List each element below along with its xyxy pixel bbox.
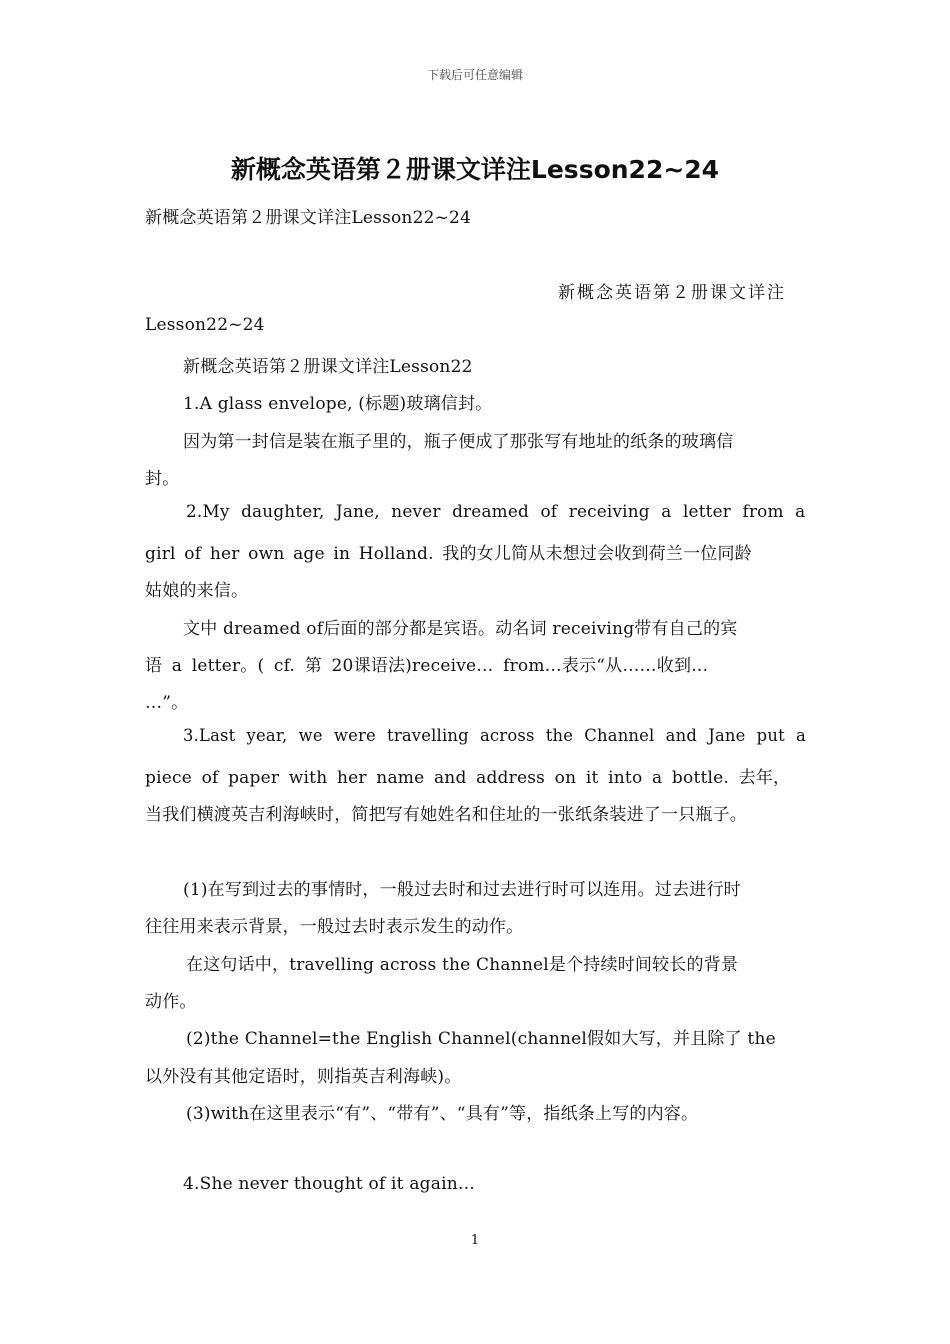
body-line: piece of paper with her name and address on it into a bottle. 去年，: [145, 768, 791, 788]
body-line: 封。: [145, 469, 180, 489]
body-line: 新概念英语第２册课文详注: [558, 283, 786, 303]
body-line: 1.A glass envelope, (标题)玻璃信封。: [183, 394, 493, 414]
body-line: 4.She never thought of it again…: [183, 1174, 476, 1194]
body-line: 姑娘的来信。: [145, 581, 249, 601]
body-line: Lesson22~24: [145, 315, 265, 335]
body-line: 语 a letter。( cf. 第 20课语法)receive… from…表示“从……收到…: [145, 656, 709, 676]
body-line: 新概念英语第２册课文详注Lesson22: [183, 357, 473, 377]
body-line: 2.My daughter, Jane, never dreamed of receiving a letter from a: [186, 502, 806, 522]
body-line: …”。: [145, 693, 189, 713]
page-number: 1: [470, 1233, 480, 1248]
body-line: 动作。: [145, 992, 197, 1012]
body-line: 文中 dreamed of后面的部分都是宾语。动名词 receiving带有自己的宾: [183, 619, 738, 639]
body-line: 以外没有其他定语时，则指英吉利海峡)。: [145, 1067, 462, 1087]
document-title: 新概念英语第２册课文详注Lesson22~24: [230, 155, 720, 184]
body-line: (2)the Channel=the English Channel(channel假如大写，并且除了 the: [186, 1029, 776, 1049]
body-line: 在这句话中，travelling across the Channel是个持续时间较长的背景: [186, 955, 739, 975]
body-line: 3.Last year, we were travelling across the Channel and Jane put a: [183, 726, 807, 746]
page-header: 下载后可任意编辑: [426, 68, 523, 82]
body-line: 往往用来表示背景，一般过去时表示发生的动作。: [145, 917, 524, 937]
body-line: 因为第一封信是装在瓶子里的，瓶子便成了那张写有地址的纸条的玻璃信: [183, 432, 734, 452]
body-line: 当我们横渡英吉利海峡时，简把写有她姓名和住址的一张纸条装进了一只瓶子。: [145, 805, 747, 825]
body-line: girl of her own age in Holland. 我的女儿简从未想过会收到荷兰一位同龄: [145, 544, 752, 564]
body-line: (1)在写到过去的事情时，一般过去时和过去进行时可以连用。过去进行时: [183, 880, 741, 900]
subtitle-line: 新概念英语第２册课文详注Lesson22~24: [145, 208, 472, 228]
body-line: (3)with在这里表示“有”、“带有”、“具有”等，指纸条上写的内容。: [186, 1104, 699, 1124]
